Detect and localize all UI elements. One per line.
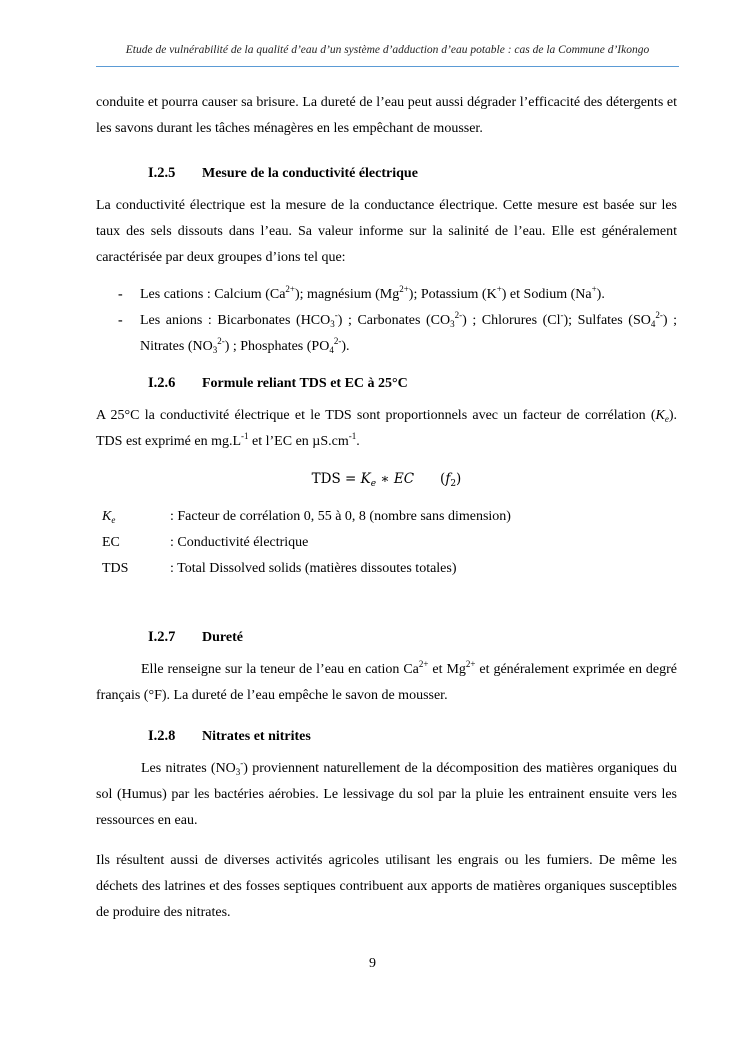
definition-text: : Total Dissolved solids (matières dissoutes totales) <box>170 561 457 576</box>
definition-term <box>96 530 170 556</box>
ion-charge: 2+ <box>399 284 409 294</box>
ion-charge: 2- <box>454 310 463 320</box>
nitrates-paragraph-2: Ils résultent aussi de diverses activités agricoles utilisant les engrais ou les fumiers. De même les déchets des latrines et des fosses septiques contribuent aux apports de matières organiques susceptibles de produire des nitrates. <box>96 853 677 920</box>
ion-charge: 2- <box>333 336 342 346</box>
definition-text: : Facteur de corrélation 0, 55 à 0, 8 (nombre sans dimension) <box>170 509 511 524</box>
definition-term-text: TDS <box>102 561 129 576</box>
formula-ref: f <box>445 471 451 487</box>
header-rule <box>96 66 679 67</box>
paragraph-text: ). TDS est exprimé en mg.L <box>96 408 677 449</box>
definition-row <box>96 556 511 582</box>
ion-subscript: 3 <box>450 319 455 329</box>
section-title: Formule reliant TDS et EC à 25°C <box>202 376 408 391</box>
section-number: I.2.7 <box>148 629 176 645</box>
ion-charge: 2+ <box>465 659 476 669</box>
paragraph-text: . <box>356 434 360 449</box>
section-heading-1-2-7 <box>96 627 677 648</box>
definition-term <box>96 504 170 530</box>
anions-text: ); Sulfates (SO <box>563 313 651 328</box>
section-heading-1-2-5 <box>96 163 677 184</box>
ion-subscript: 3 <box>212 345 218 355</box>
section-number: I.2.8 <box>148 728 176 744</box>
ion-charge: 2- <box>217 336 225 346</box>
definition-term-text: K <box>102 509 112 524</box>
cations-text: Les cations : Calcium (Ca <box>140 287 286 302</box>
formula-definitions <box>96 504 511 582</box>
section-title: Dureté <box>202 630 243 645</box>
ion-charge: 2+ <box>418 659 429 669</box>
definition-term <box>96 556 170 582</box>
unit-exponent: -1 <box>348 431 357 441</box>
ke-subscript: e <box>664 414 669 424</box>
section-title: Mesure de la conductivité électrique <box>202 166 418 181</box>
cations-text: ). <box>596 287 605 302</box>
paragraph-text: A 25°C la conductivité électrique et le TDS sont proportionnels avec un facteur de corrélation ( <box>96 408 656 423</box>
definition-row <box>96 530 511 556</box>
page-number: 9 <box>369 956 376 971</box>
formula-ref: ) <box>456 471 462 487</box>
conductivity-paragraph: La conductivité électrique est la mesure de la conductance électrique. Cette mesure est basée sur les taux des sels dissouts dans l’eau. Sa valeur informe sur la salinité de l’eau. Elle est généralement caractérisée par deux groupes d’ions tel que: <box>96 198 677 265</box>
formula-lhs: TDS = <box>311 471 361 487</box>
ion-subscript: 4 <box>650 319 656 329</box>
ke-symbol: K <box>655 408 665 423</box>
ion-charge: 2+ <box>285 284 295 294</box>
paragraph-text: et Mg <box>428 662 466 677</box>
formula-k: K <box>360 471 371 487</box>
ion-charge: + <box>591 284 597 294</box>
paragraph-text: Les nitrates (NO <box>141 761 236 776</box>
paragraph-text: ) proviennent naturellement de la décomposition des matières organiques du sol (Humus) par les bactéries aérobies. Le lessivage du sol par la pluie les entrainent ensuite vers les ressources en eau. <box>96 761 677 828</box>
ion-subscript: 3 <box>235 767 241 777</box>
tds-ec-paragraph <box>96 403 677 455</box>
formula-ref-subscript: 2 <box>450 479 457 489</box>
ion-charge: 2- <box>655 310 663 320</box>
paragraph-text: et généralement exprimée en degré français (°F). La dureté de l’eau empêche le savon de mousser. <box>96 662 678 703</box>
paragraph-text: et l’EC en µS.cm <box>248 434 349 449</box>
formula-operator: ∗ <box>376 471 394 487</box>
anions-text: ) ; Phosphates (PO <box>224 339 330 354</box>
cations-text: ); magnésium (Mg <box>295 287 400 302</box>
formula-k-subscript: e <box>370 479 377 489</box>
formula-ref: ( <box>440 471 446 487</box>
section-number: I.2.6 <box>148 375 176 391</box>
cations-text: ) et Sodium (Na <box>501 287 592 302</box>
anions-text: ). <box>341 339 350 354</box>
definition-term-subscript: e <box>111 515 116 525</box>
tds-formula <box>96 468 677 490</box>
ion-charge: + <box>496 284 502 294</box>
ion-subscript: 4 <box>329 345 334 355</box>
paragraph-text: Elle renseigne sur la teneur de l’eau en cation Ca <box>141 662 419 677</box>
anions-text: ) ; Chlorures (Cl <box>462 313 561 328</box>
section-title: Nitrates et nitrites <box>202 729 311 744</box>
ion-subscript: 3 <box>330 319 335 329</box>
anions-text: Les anions : Bicarbonates (HCO <box>140 313 331 328</box>
page-body <box>96 90 677 926</box>
unit-exponent: -1 <box>241 431 249 441</box>
definition-text: : Conductivité électrique <box>170 535 309 550</box>
ion-groups-list <box>96 282 677 360</box>
nitrates-paragraph-1 <box>96 756 677 834</box>
anions-text: ) ; Nitrates (NO <box>140 313 677 354</box>
hardness-paragraph <box>96 657 677 709</box>
cations-list-item <box>96 282 677 308</box>
section-number: I.2.5 <box>148 165 176 181</box>
section-heading-1-2-8 <box>96 726 677 747</box>
anions-list-item <box>96 308 677 360</box>
ion-charge: - <box>240 758 244 768</box>
definition-row <box>96 504 511 530</box>
anions-text: ) ; Carbonates (CO <box>337 313 451 328</box>
ion-charge: - <box>334 310 338 320</box>
definition-term-text: EC <box>102 535 120 550</box>
formula-ec: EC <box>393 471 415 487</box>
continuation-paragraph: conduite et pourra causer sa brisure. La dureté de l’eau peut aussi dégrader l’efficacité des détergents et les savons durant les tâches ménagères en les empêchant de mousser. <box>96 95 677 136</box>
section-heading-1-2-6 <box>96 373 677 394</box>
cations-text: ); Potassium (K <box>408 287 497 302</box>
running-header: Etude de vulnérabilité de la qualité d’eau d’un système d’adduction d’eau potable : cas de la Commune d’Ikongo <box>125 44 650 56</box>
ion-charge: - <box>560 310 564 320</box>
